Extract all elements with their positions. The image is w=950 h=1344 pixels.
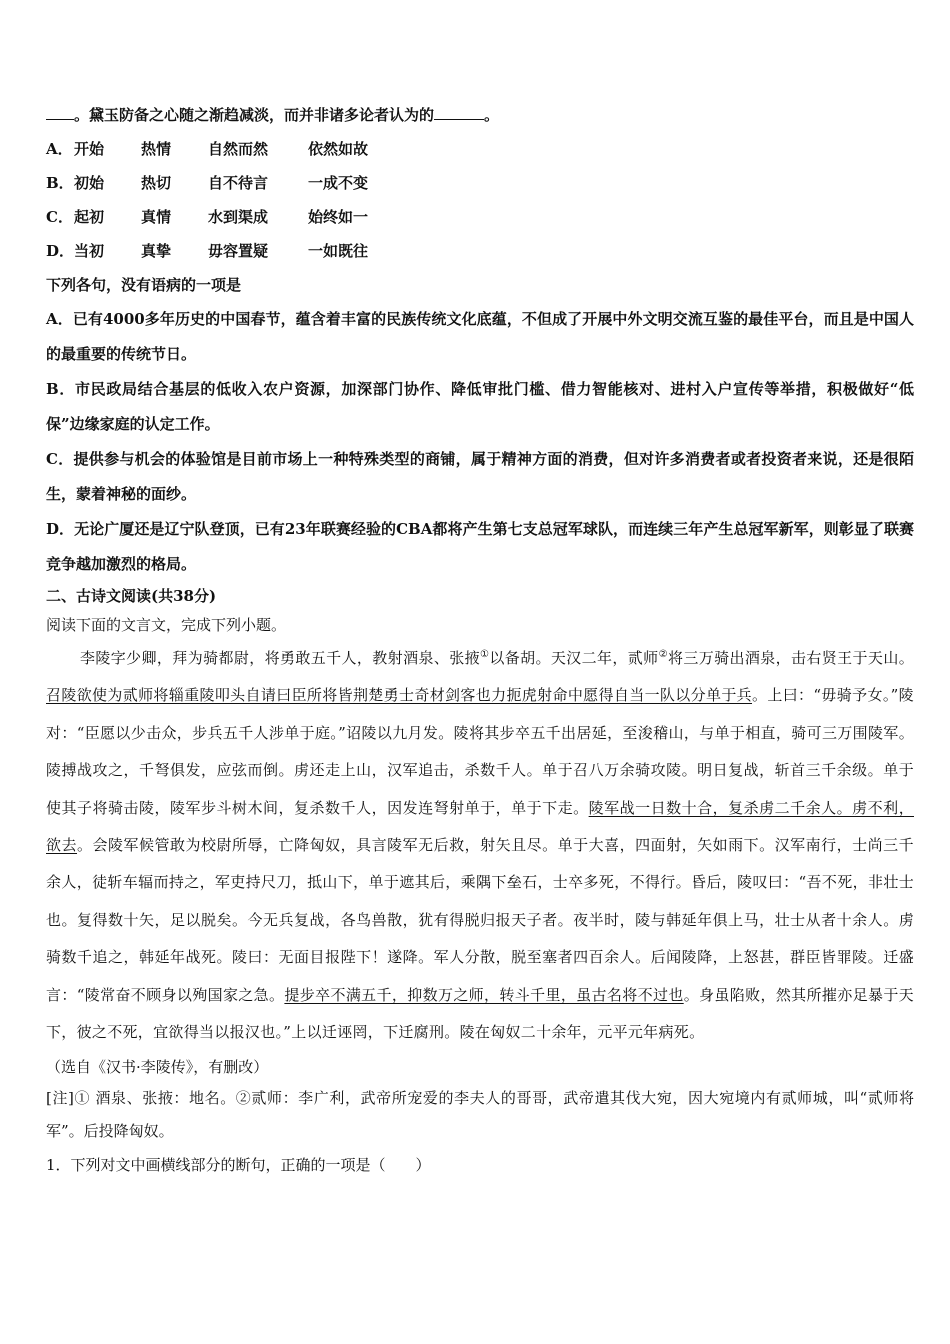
grammar-option-a: A．已有4000多年历史的中国春节，蕴含着丰富的民族传统文化底蕴，不但成了开展中外文明交流互鉴的最佳平台，而且是中国人的最重要的传统节日。	[46, 310, 914, 363]
grammar-question-stem: 下列各句，没有语病的一项是	[46, 276, 242, 294]
underlined-sentence-2: 陵军战一日数十合，复杀虏二千余人。虏不利，欲去	[46, 798, 914, 855]
question-1: 1．下列对文中画横线部分的断句，正确的一项是（ ）	[46, 1156, 431, 1175]
option-b: B． 初始 热切 自不待言 一成不变	[46, 174, 369, 192]
option-d: D． 当初 真挚 毋容置疑 一如既往	[46, 242, 369, 260]
passage-source: （选自《汉书·李陵传》，有删改）	[46, 1058, 269, 1077]
fill-blank-sentence: 。黛玉防备之心随之渐趋减淡，而并非诸多论者认为的 。	[46, 98, 914, 132]
section-heading: 二、古诗文阅读(共38分)	[46, 587, 217, 605]
grammar-option-d: D．无论广厦还是辽宁队登顶，已有23年联赛经验的CBA都将产生第七支总冠军球队，而连续三年产生总冠军新军，则彰显了联赛竞争越加激烈的格局。	[46, 520, 914, 573]
blank-2	[434, 103, 484, 120]
option-c: C． 起初 真情 水到渠成 始终如一	[46, 208, 369, 226]
grammar-option-c: C．提供参与机会的体验馆是目前市场上一种特殊类型的商铺，属于精神方面的消费，但对许多消费者或者投资者来说，还是很陌生，蒙着神秘的面纱。	[46, 450, 914, 503]
exam-page	[46, 98, 914, 1182]
blank-1	[46, 103, 74, 120]
underlined-sentence-3: 提步卒不满五千，抑数万之师，转斗千里，虽古名将不过也	[284, 985, 684, 1004]
underlined-sentence-1: 召陵欲使为贰师将辎重陵叩头自请曰臣所将皆荆楚勇士奇材剑客也力扼虎射命中愿得自当一队以分单于兵	[46, 686, 753, 705]
grammar-option-b: B．市民政局结合基层的低收入农户资源，加深部门协作、降低审批门槛、借力智能核对、进村入户宣传等举措，积极做好“低保”边缘家庭的认定工作。	[46, 380, 914, 433]
classical-passage: 李陵字少卿，拜为骑都尉，将勇敢五千人，教射酒泉、张掖①以备胡。天汉二年，贰师②将三万骑出酒泉，击右贤王于天山。召陵欲使为贰师将辎重陵叩头自请曰臣所将皆荆楚勇士奇材剑客也力扼虎射命中愿得自当一队以分单于兵。上曰：“毋骑予女。”陵对：“臣愿以少击众，步兵五千人涉单于庭。”诏陵以九月发。陵将其步卒五千出居延，至浚稽山，与单于相直，骑可三万围陵军。陵搏战攻之，千弩俱发，应弦而倒。虏还走上山，汉军追击，杀数千人。单于召八万余骑攻陵。明日复战，斩首三千余级。单于使其子将骑击陵，陵军步斗树木间，复杀数千人，因发连弩射单于，单于下走。陵军战一日数十合，复杀虏二千余人。虏不利，欲去。会陵军候管敢为校尉所辱，亡降匈奴，具言陵军无后救，射矢且尽。单于大喜，四面射，矢如雨下。汉军南行，士尚三千余人，徒斩车辐而持之，军吏持尺刀，抵山下，单于遮其后，乘隅下垒石，士卒多死，不得行。昏后，陵叹曰：“吾不死，非壮士也。复得数十矢，足以脱矣。今无兵复战，各鸟兽散，犹有得脱归报天子者。夜半时，陵与韩延年俱上马，壮士从者十余人。虏骑数千追之，韩延年战死。陵曰：无面目报陛下！遂降。军人分散，脱至塞者四百余人。后闻陵降，上怒甚，群臣皆罪陵。迁盛言：“陵常奋不顾身以殉国家之急。提步卒不满五千，抑数万之师，转斗千里，虽古名将不过也。身虽陷败，然其所摧亦足暴于天下，彼之不死，宜欲得当以报汉也。”上以迁诬罔，下迁腐刑。陵在匈奴二十余年，元平元年病死。	[46, 649, 914, 1042]
passage-note: [注]① 酒泉、张掖：地名。②贰师：李广利，武帝所宠爱的李夫人的哥哥，武帝遣其伐大宛，因大宛境内有贰师城，叫“贰师将军”。后投降匈奴。	[46, 1089, 914, 1141]
section-instruction: 阅读下面的文言文，完成下列小题。	[46, 616, 287, 634]
option-a: A． 开始 热情 自然而然 依然如故	[46, 140, 369, 158]
